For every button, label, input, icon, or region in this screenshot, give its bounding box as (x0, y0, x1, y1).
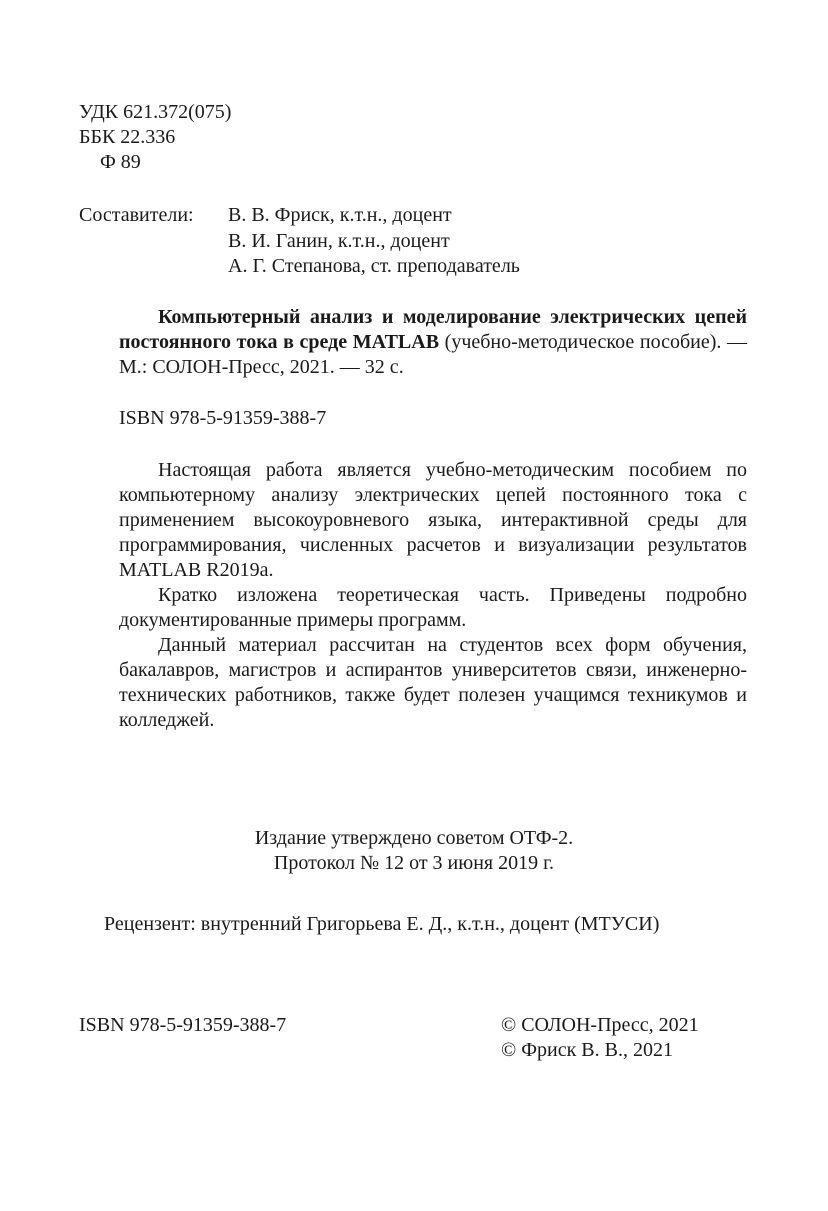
bibliographic-annotation (119, 305, 747, 380)
copyright-block (501, 1013, 699, 1063)
copyright-publisher: © СОЛОН-Пресс, 2021 (501, 1014, 699, 1036)
book-title: Компьютерный анализ и моделирование электрических цепей постоянного тока в среде MATLAB (119, 306, 747, 353)
compiler-name: В. В. Фриск, к.т.н., доцент (228, 204, 452, 226)
compiler-name: В. И. Ганин, к.т.н., доцент (228, 229, 450, 252)
compilers-label: Составители: (79, 204, 194, 226)
bbk-code: ББК 22.336 (79, 126, 176, 148)
compilers-block (79, 203, 520, 280)
abstract-paragraph: Данный материал рассчитан на студентов всех форм обучения, бакалавров, магистров и аспирантов университетов связи, инженерно-технических работников, также будет полезен учащимся техникумов и колледжей. (119, 634, 747, 731)
protocol-line: Протокол № 12 от 3 июня 2019 г. (273, 852, 555, 874)
udk-code: УДК 621.372(075) (79, 101, 232, 123)
abstract-paragraph: Кратко изложена теоретическая часть. Приведены подробно документированные примеры программ. (119, 584, 747, 631)
approval-line: Издание утверждено советом ОТФ-2. (254, 827, 574, 849)
book-details: (учебно-методическое пособие). — М.: СОЛОН-Пресс, 2021. — 32 с. (119, 331, 747, 378)
abstract (119, 458, 747, 733)
approval-note (0, 826, 828, 876)
author-mark: Ф 89 (100, 151, 141, 173)
isbn-bottom: ISBN 978-5-91359-388-7 (79, 1014, 287, 1036)
reviewer: Рецензент: внутренний Григорьева Е. Д., к.т.н., доцент (МТУСИ) (104, 913, 660, 935)
abstract-paragraph: Настоящая работа является учебно-методическим пособием по компьютерному анализу электрических цепей постоянного тока с применением высокоуровневого языка, интерактивной среды для программирования, численных расчетов и визуализации результатов MATLAB R2019a. (119, 459, 747, 581)
copyright-author: © Фриск В. В., 2021 (501, 1039, 673, 1061)
classification-codes (79, 100, 231, 175)
isbn-top: ISBN 978-5-91359-388-7 (119, 407, 327, 429)
compiler-name: А. Г. Степанова, ст. преподаватель (228, 255, 520, 277)
